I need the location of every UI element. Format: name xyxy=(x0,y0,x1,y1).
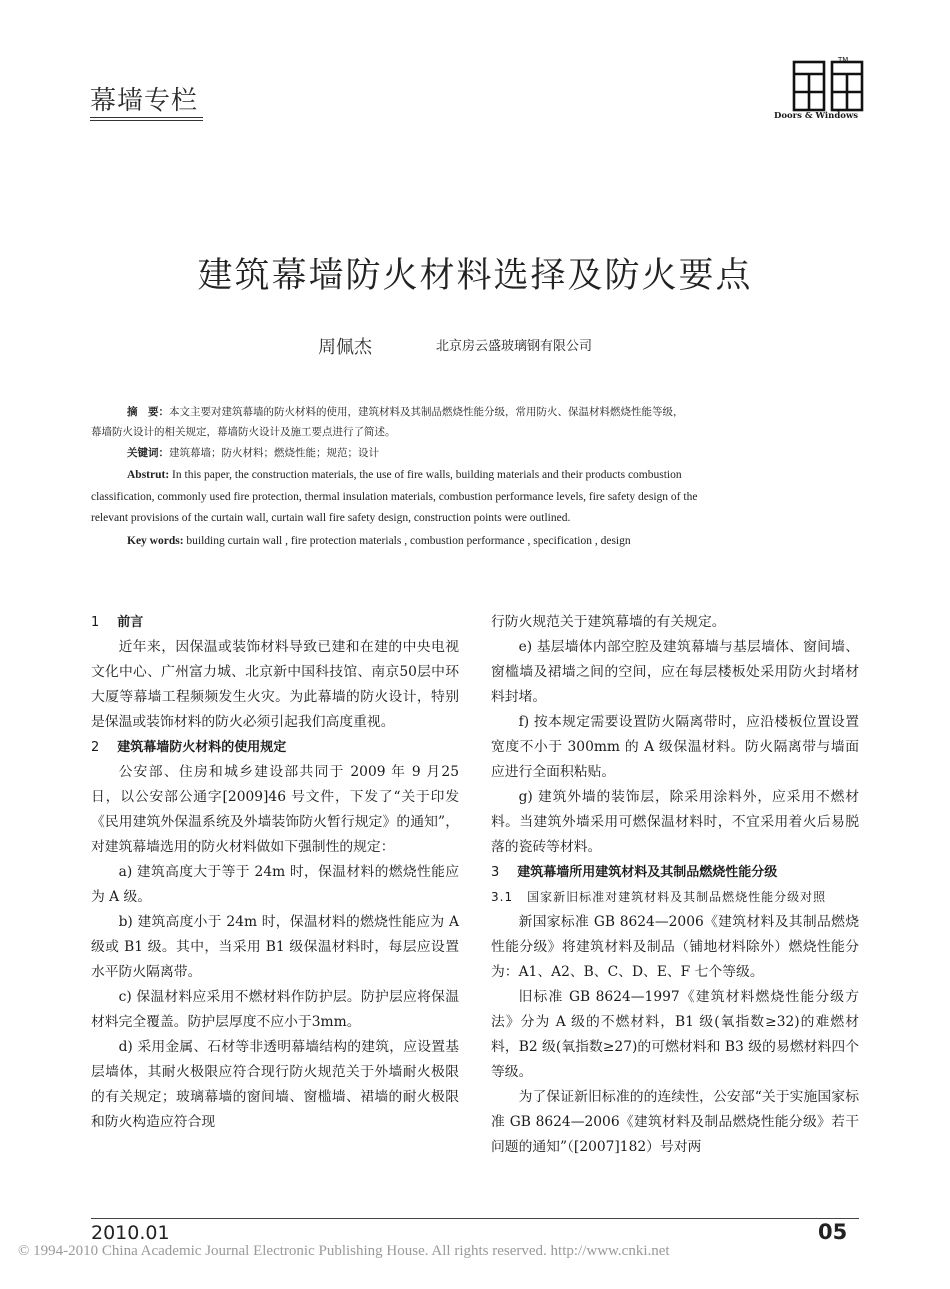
paragraph: 公安部、住房和城乡建设部共同于 2009 年 9 月25 日，以公安部公通字[2009]46 号文件，下发了“关于印发《民用建筑外保温系统及外墙装饰防火暂行规定》的通知”，对建筑幕墙选用的防火材料做如下强制性的规定： xyxy=(91,764,459,855)
copyright-notice: © 1994-2010 China Academic Journal Electronic Publishing House. All rights reserved. http://www.cnki.net xyxy=(18,1243,670,1259)
keywords-label: 关键词： xyxy=(127,447,169,459)
issue-number: 2010.01 xyxy=(91,1222,170,1244)
abstract-cn-line-1 xyxy=(127,402,684,422)
list-item: d) 采用金属、石材等非透明幕墙结构的建筑，应设置基层墙体，其耐火极限应符合现行防火规范关于外墙耐火极限的有关规定；玻璃幕墙的窗间墙、窗槛墙、裙墙的耐火极限和防火构造应符合现 xyxy=(91,1039,459,1130)
author-name: 周佩杰 xyxy=(318,337,372,358)
paragraph: 新国家标准 GB 8624—2006《建筑材料及其制品燃烧性能分级》将建筑材料及制品（铺地材料除外）燃烧性能分为：A1、A2、B、C、D、E、F 七个等级。 xyxy=(491,914,859,980)
section-heading: 3 建筑幕墙所用建筑材料及其制品燃烧性能分级 xyxy=(491,865,778,880)
list-item: f) 按本规定需要设置防火隔离带时，应沿楼板位置设置宽度不小于 300mm 的 A 级保温材料。防火隔离带与墙面应进行全面积粘贴。 xyxy=(491,714,859,780)
list-item: c) 保温材料应采用不燃材料作防护层。防护层应将保温材料完全覆盖。防护层厚度不应小于3mm。 xyxy=(91,989,459,1030)
page-number: 05 xyxy=(818,1220,848,1244)
list-item: b) 建筑高度小于 24m 时，保温材料的燃烧性能应为 A 级或 B1 级。其中，当采用 B1 级保温材料时，每层应设置水平防火隔离带。 xyxy=(91,914,459,980)
section-heading: 1 前言 xyxy=(91,615,144,630)
column-title-underline-2 xyxy=(90,120,203,121)
list-item: e) 基层墙体内部空腔及建筑幕墙与基层墙体、窗间墙、窗槛墙及裙墙之间的空间，应在每层楼板处采用防火封堵材料封堵。 xyxy=(491,639,859,705)
column-title-underline xyxy=(90,117,203,118)
trademark-mark: TM xyxy=(838,56,849,64)
logo-text: Doors & Windows xyxy=(773,111,859,121)
author-affiliation: 北京房云盛玻璃钢有限公司 xyxy=(436,339,593,354)
abstract-en-line-3: relevant provisions of the curtain wall, curtain wall fire safety design, construction points were outlined. xyxy=(91,512,571,524)
section-heading: 2 建筑幕墙防火材料的使用规定 xyxy=(91,740,287,755)
abstract-text-1: 本文主要对建筑幕墙的防火材料的使用，建筑材料及其制品燃烧性能分级，常用防火、保温材料燃烧性能等级， xyxy=(169,406,684,418)
keywords-cn xyxy=(127,443,379,463)
keywords-en-label: Key words: xyxy=(127,535,184,547)
keywords-en xyxy=(127,531,631,552)
list-item: a) 建筑高度大于等于 24m 时，保温材料的燃烧性能应为 A 级。 xyxy=(91,864,459,905)
footer-rule xyxy=(91,1218,859,1219)
body-right-column xyxy=(491,610,859,1160)
abstract-cn-line-2: 幕墙防火设计的相关规定，幕墙防火设计及施工要点进行了简述。 xyxy=(91,426,396,438)
paragraph: 近年来，因保温或装饰材料导致已建和在建的中央电视文化中心、广州富力城、北京新中国科技馆、南京50层中环大厦等幕墙工程频频发生火灾。为此幕墙的防火设计，特别是保温或装饰材料的防火必须引起我们高度重视。 xyxy=(91,639,459,730)
paragraph: 为了保证新旧标准的的连续性，公安部“关于实施国家标准 GB 8624—2006《建筑材料及制品燃烧性能分级》若干问题的通知”（[2007]182）号对两 xyxy=(491,1089,859,1155)
abstract-en-label: Abstrut: xyxy=(127,469,170,481)
subsection-heading: 3.1 国家新旧标准对建筑材料及其制品燃烧性能分级对照 xyxy=(491,890,827,904)
paragraph-continued: 行防火规范关于建筑幕墙的有关规定。 xyxy=(491,614,726,630)
abstract-label: 摘 要： xyxy=(127,406,169,418)
column-title: 幕墙专栏 xyxy=(90,86,199,116)
paper-title: 建筑幕墙防火材料选择及防火要点 xyxy=(197,256,753,296)
keywords-en-text: building curtain wall , fire protection materials , combustion performance , specification , design xyxy=(183,535,631,547)
abstract-en-line-1 xyxy=(127,465,682,486)
body-left-column xyxy=(91,610,459,1135)
abstract-en-line-2: classification, commonly used fire protection, thermal insulation materials, combustion performance levels, fire safety design of the xyxy=(91,491,698,503)
list-item: g) 建筑外墙的装饰层，除采用涂料外，应采用不燃材料。当建筑外墙采用可燃保温材料时，不宜采用着火后易脱落的瓷砖等材料。 xyxy=(491,789,859,855)
keywords-text: 建筑幕墙；防火材料；燃烧性能；规范；设计 xyxy=(169,447,379,459)
paragraph: 旧标准 GB 8624—1997《建筑材料燃烧性能分级方法》分为 A 级的不燃材料，B1 级(氧指数≥32)的难燃材料，B2 级(氧指数≥27)的可燃材料和 B3 级的易燃材料四个等级。 xyxy=(491,989,859,1080)
abstract-en-text-1: In this paper, the construction materials, the use of fire walls, building materials and their products combustion xyxy=(172,469,682,481)
